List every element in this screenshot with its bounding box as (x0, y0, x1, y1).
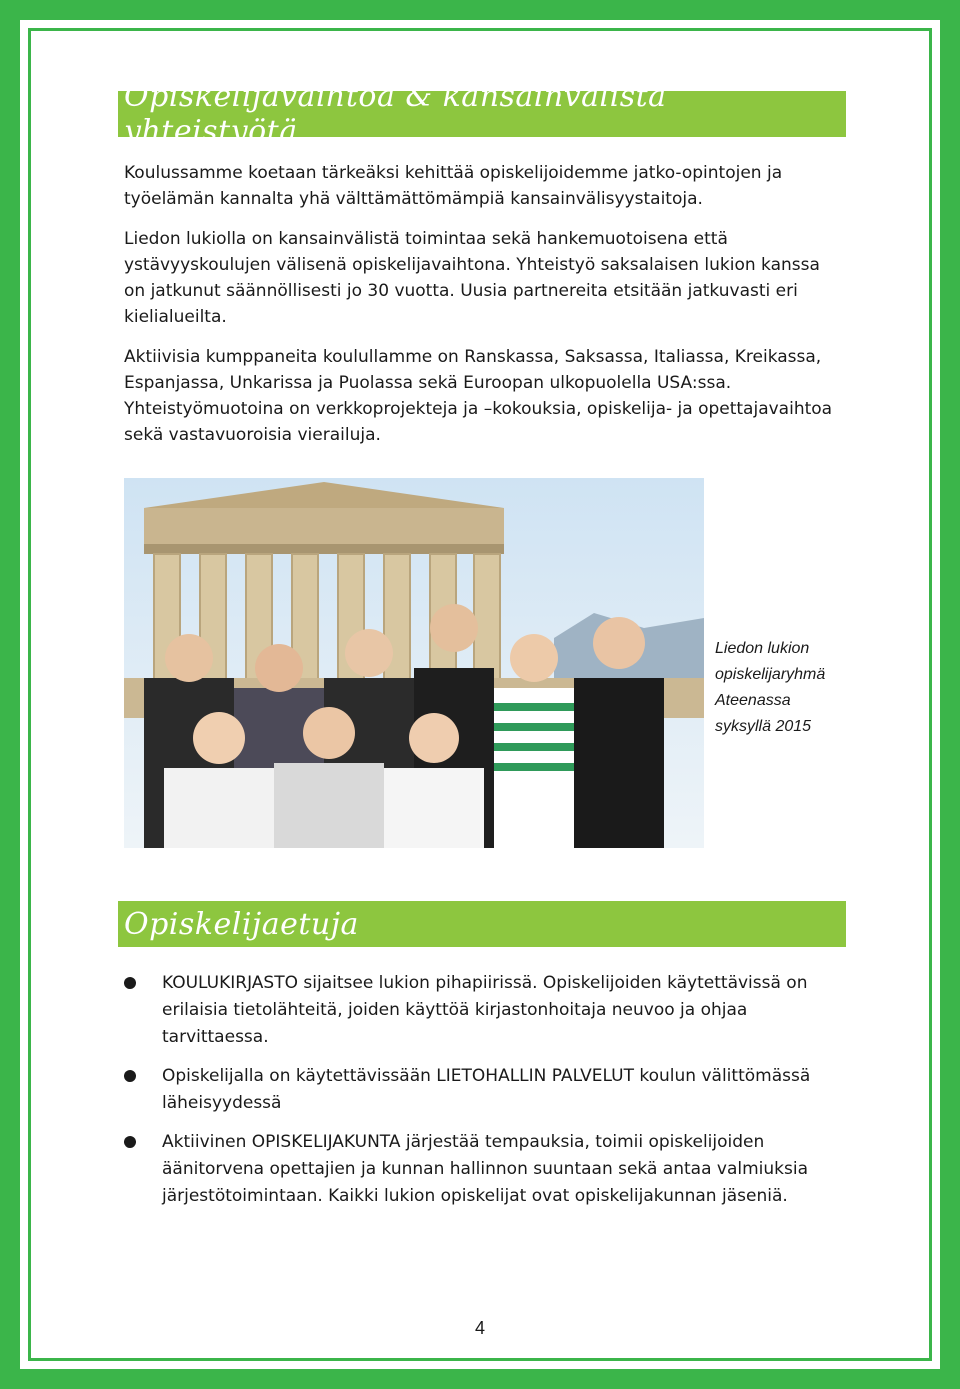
bullet-icon (124, 1070, 136, 1082)
photo-caption (715, 636, 865, 740)
section-title: Opiskelijavaihtoa & kansainvälistä yhteistyötä (124, 79, 667, 149)
list-item (124, 970, 844, 1051)
bullet-icon (124, 1136, 136, 1148)
bullet-icon (124, 977, 136, 989)
caption-line: opiskelijaryhmä (715, 666, 826, 683)
section-heading-exchange (118, 79, 846, 149)
paragraph-intro: Koulussamme koetaan tärkeäksi kehittää opiskelijoidemme jatko-opintojen ja työelämän kannalta yhä välttämättömämpiä kansainvälisyystaitoja. (124, 163, 783, 209)
caption-line: syksyllä 2015 (715, 718, 812, 735)
group-photo-athens (124, 478, 704, 848)
paragraph-exchange: Liedon lukiolla on kansainvälistä toimintaa sekä hankemuotoisena että ystävyyskoulujen välisenä opiskelijavaihtona. Yhteistyö saksalaisen lukion kanssa on jatkunut säännöllisesti jo 30 vuotta. Uusia partnereita etsitään jatkuvasti eri kielialueilta. (124, 229, 820, 327)
list-item-text: Aktiivinen OPISKELIJAKUNTA järjestää tempauksia, toimii opiskelijoiden äänitorvena opettajien ja kunnan hallinnon suuntaan sekä antaa valmiuksia järjestötoimintaan. Kaikki lukion opiskelijat ovat opiskelijakunnan jäseniä. (162, 1132, 808, 1206)
list-item-text: Opiskelijalla on käytettävissään LIETOHALLIN PALVELUT koulun välittömässä läheisyydessä (162, 1066, 811, 1113)
caption-line: Ateenassa (715, 692, 791, 709)
list-item (124, 1129, 844, 1210)
section-heading-benefits (118, 901, 846, 947)
page-number: 4 (474, 1318, 485, 1338)
caption-line: Liedon lukion (715, 640, 810, 657)
paragraph-partners: Aktiivisia kumppaneita koulullamme on Ranskassa, Saksassa, Italiassa, Kreikassa, Espanjassa, Unkarissa ja Puolassa sekä Euroopan ulkopuolella USA:ssa. Yhteistyömuotoina on verkkoprojekteja ja –kokouksia, opiskelija- ja opettajavaihtoa sekä vastavuoroisia vierailuja. (124, 347, 833, 445)
section-title: Opiskelijaetuja (124, 906, 359, 942)
benefits-list (124, 970, 844, 1222)
list-item (124, 1063, 844, 1117)
list-item-text: KOULUKIRJASTO sijaitsee lukion pihapiirissä. Opiskelijoiden käytettävissä on erilaisia tietolähteitä, joiden käyttöä kirjastonhoitaja neuvoo ja ohjaa tarvittaessa. (162, 973, 808, 1047)
